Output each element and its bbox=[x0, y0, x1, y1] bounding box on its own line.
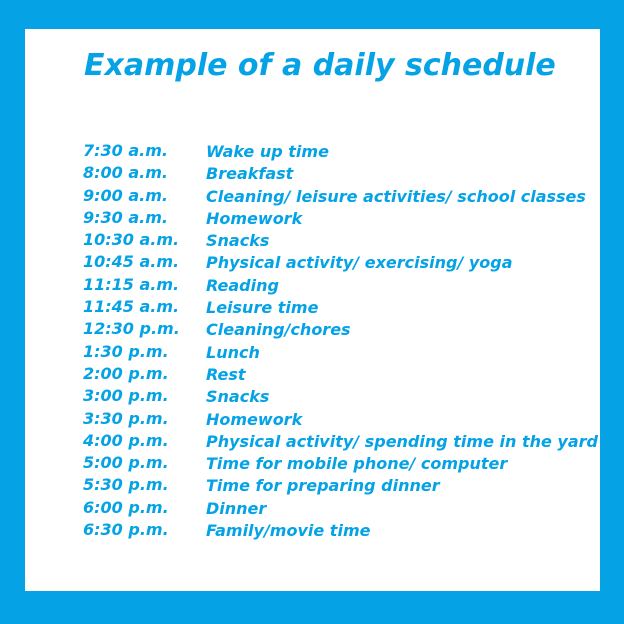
schedule-row bbox=[83, 519, 598, 541]
schedule-time: 11:45 a.m. bbox=[83, 297, 180, 317]
schedule-row bbox=[83, 185, 598, 207]
schedule-time: 3:30 p.m. bbox=[83, 408, 169, 428]
schedule-activity: Breakfast bbox=[206, 164, 294, 184]
schedule-activity: Rest bbox=[206, 364, 246, 384]
schedule-activity: Snacks bbox=[206, 387, 270, 407]
schedule-activity: Snacks bbox=[206, 231, 270, 251]
schedule-activity: Reading bbox=[206, 275, 279, 295]
schedule-time: 8:00 a.m. bbox=[83, 163, 168, 183]
schedule-activity: Lunch bbox=[206, 342, 260, 362]
schedule-time: 6:30 p.m. bbox=[83, 520, 169, 540]
schedule-row bbox=[83, 385, 598, 407]
schedule-row bbox=[83, 430, 598, 452]
schedule-time: 6:00 p.m. bbox=[83, 497, 169, 517]
schedule-row bbox=[83, 497, 598, 519]
schedule-row bbox=[83, 296, 598, 318]
schedule-activity: Homework bbox=[206, 409, 303, 429]
schedule-time: 12:30 p.m. bbox=[83, 319, 180, 339]
schedule-time: 4:00 p.m. bbox=[83, 430, 169, 450]
schedule-time: 5:30 p.m. bbox=[83, 475, 169, 495]
schedule-row bbox=[83, 363, 598, 385]
schedule-row bbox=[83, 341, 598, 363]
schedule-time: 5:00 p.m. bbox=[83, 453, 169, 473]
schedule-row bbox=[83, 318, 598, 340]
schedule-activity: Cleaning/ leisure activities/ school classes bbox=[206, 186, 586, 206]
schedule-time: 11:15 a.m. bbox=[83, 274, 180, 294]
schedule-activity: Leisure time bbox=[206, 298, 319, 318]
schedule-card bbox=[25, 29, 600, 591]
schedule-activity: Time for preparing dinner bbox=[206, 476, 440, 496]
schedule-row bbox=[83, 229, 598, 251]
schedule-activity: Physical activity/ exercising/ yoga bbox=[206, 253, 513, 273]
schedule-time: 3:00 p.m. bbox=[83, 386, 169, 406]
schedule-row bbox=[83, 408, 598, 430]
schedule-row bbox=[83, 274, 598, 296]
schedule-row bbox=[83, 140, 598, 162]
page-title: Example of a daily schedule bbox=[84, 48, 556, 83]
schedule-time: 2:00 p.m. bbox=[83, 363, 169, 383]
schedule-row bbox=[83, 207, 598, 229]
schedule-time: 10:30 a.m. bbox=[83, 230, 180, 250]
schedule-time: 9:30 a.m. bbox=[83, 207, 168, 227]
schedule-row bbox=[83, 251, 598, 273]
schedule-time: 1:30 p.m. bbox=[83, 341, 169, 361]
schedule-activity: Homework bbox=[206, 208, 303, 228]
schedule-activity: Time for mobile phone/ computer bbox=[206, 454, 508, 474]
schedule-list bbox=[83, 140, 598, 541]
schedule-time: 9:00 a.m. bbox=[83, 185, 168, 205]
schedule-row bbox=[83, 162, 598, 184]
schedule-activity: Dinner bbox=[206, 498, 267, 518]
schedule-row bbox=[83, 474, 598, 496]
schedule-activity: Cleaning/chores bbox=[206, 320, 351, 340]
schedule-activity: Family/movie time bbox=[206, 521, 371, 541]
schedule-row bbox=[83, 452, 598, 474]
schedule-time: 7:30 a.m. bbox=[83, 141, 168, 160]
schedule-activity: Wake up time bbox=[206, 142, 329, 161]
schedule-time: 10:45 a.m. bbox=[83, 252, 180, 272]
schedule-activity: Physical activity/ spending time in the yard bbox=[206, 431, 598, 451]
